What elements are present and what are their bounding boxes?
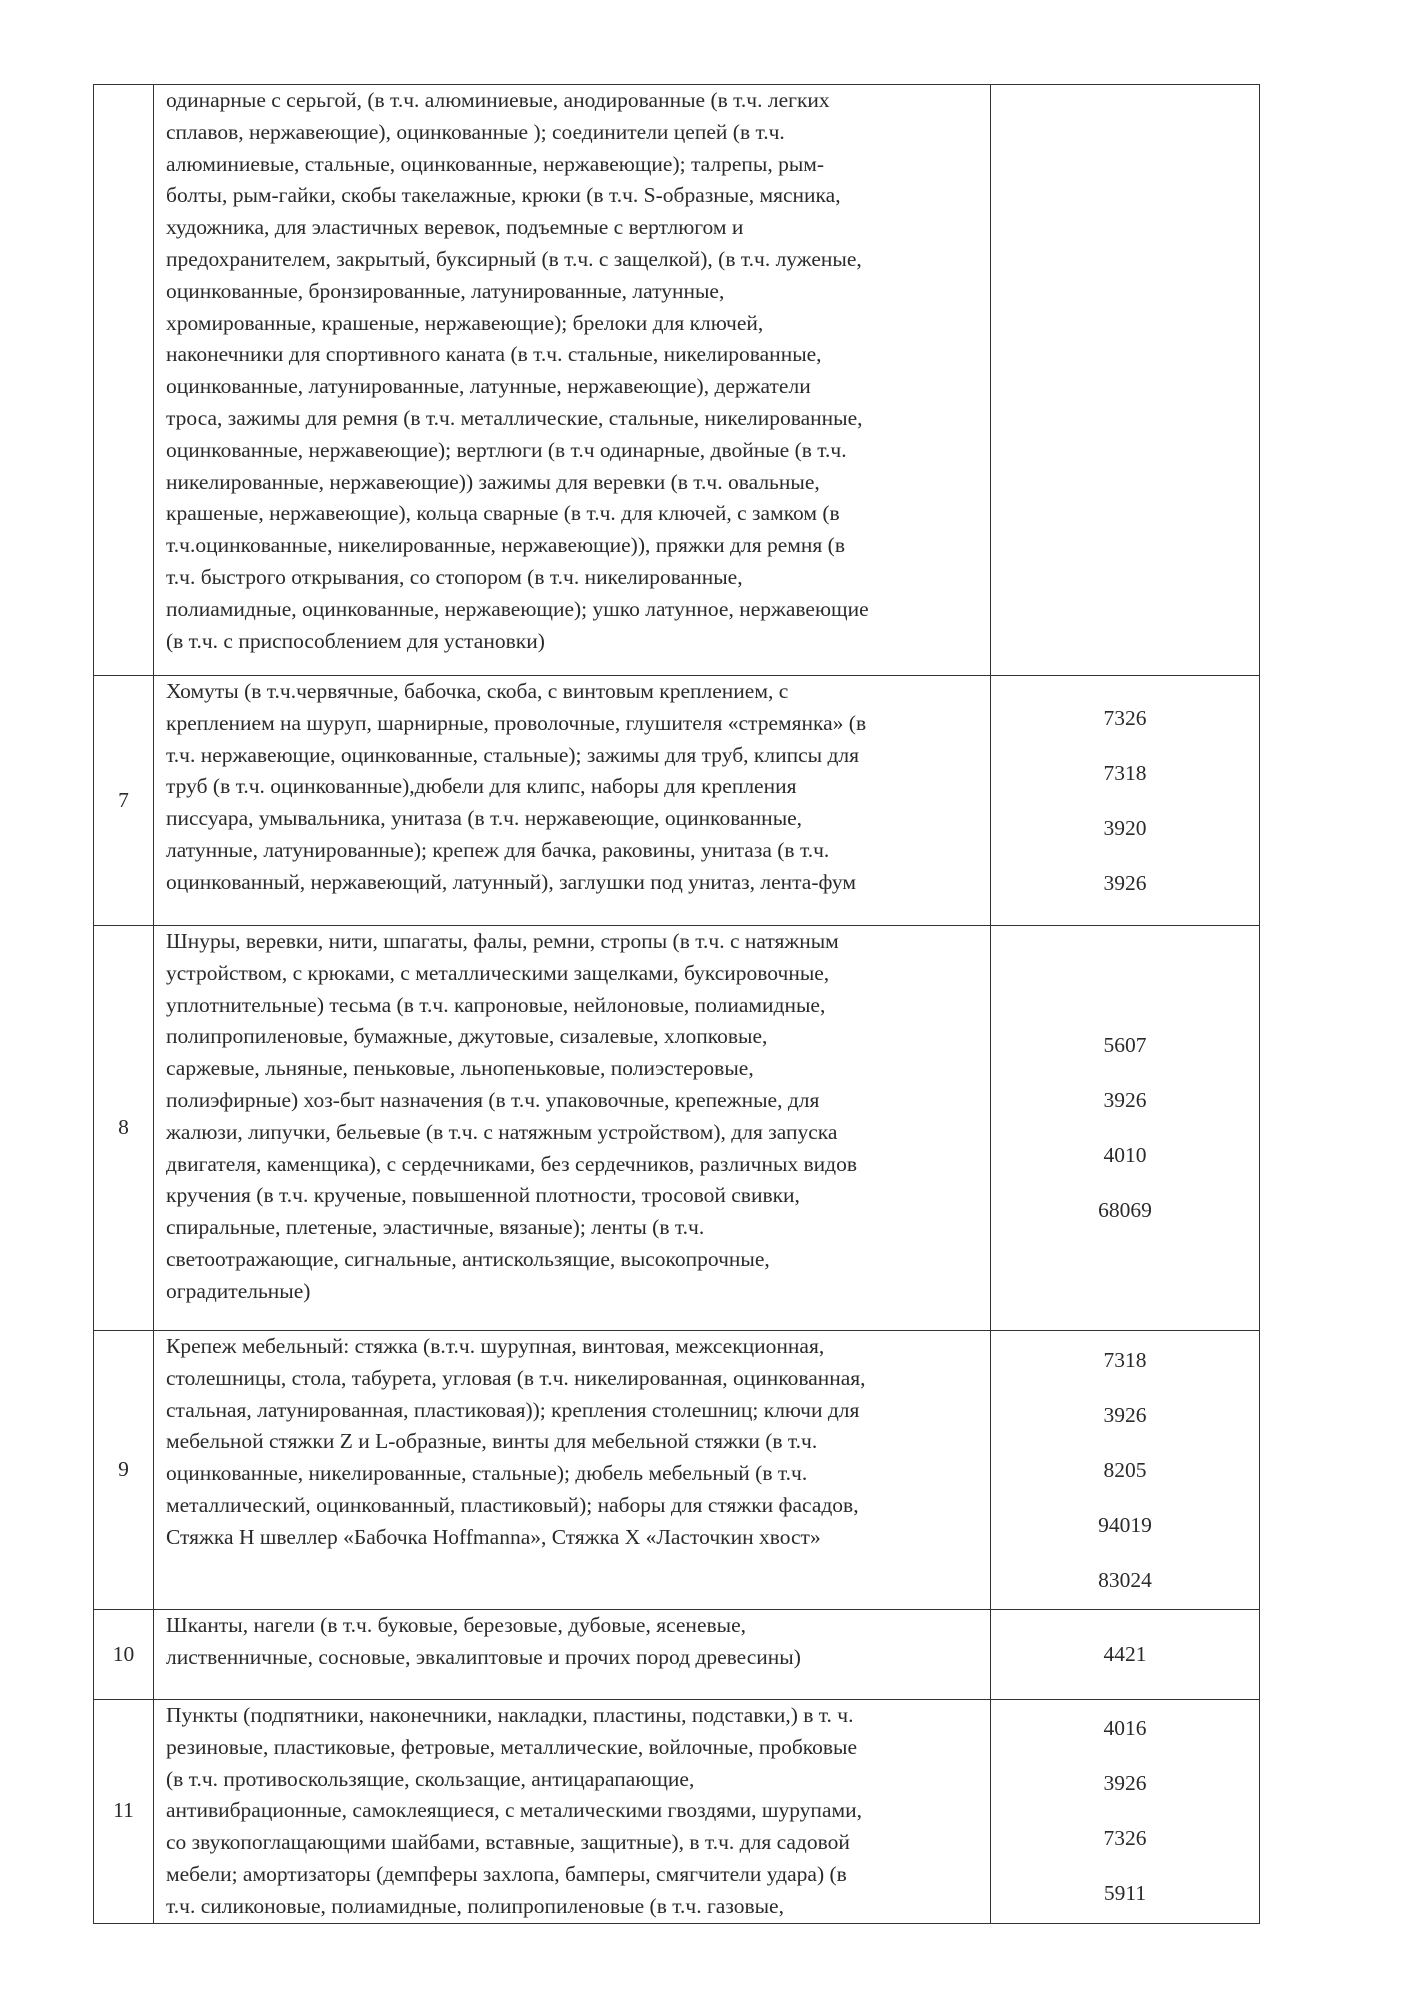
description-line: оцинкованный, нержавеющий, латунный), заглушки под унитаз, лента-фум (166, 869, 856, 894)
table-row (94, 926, 1260, 1331)
description-line: лиственничные, сосновые, эвкалиптовые и прочих пород древесины) (166, 1644, 801, 1669)
description-line: полиэфирные) хоз-быт назначения (в т.ч. упаковочные, крепежные, для (166, 1087, 820, 1112)
hs-code: 7318 (1103, 1347, 1147, 1372)
goods-description (154, 85, 991, 676)
description-line: латунные, латунированные); крепеж для бачка, раковины, унитаза (в т.ч. (166, 837, 830, 862)
description-line: троса, зажимы для ремня (в т.ч. металлические, стальные, никелированные, (166, 405, 863, 430)
row-number: 10 (94, 1610, 154, 1700)
row-number: 9 (94, 1331, 154, 1610)
description-line: художника, для эластичных веревок, подъемные с вертлюгом и (166, 215, 744, 240)
description-line: полиамидные, оцинкованные, нержавеющие); ушко латунное, нержавеющие (166, 596, 869, 621)
hs-codes (991, 676, 1260, 926)
row-number (94, 85, 154, 676)
description-line: саржевые, льняные, пеньковые, льнопеньковые, полиэстеровые, (166, 1056, 754, 1081)
hs-code: 3926 (1103, 1402, 1147, 1427)
description-line: хромированные, крашеные, нержавеющие); брелоки для ключей, (166, 310, 764, 335)
description-line: алюминиевые, стальные, оцинкованные, нержавеющие); талрепы, рым- (166, 151, 825, 176)
description-line: Шнуры, веревки, нити, шпагаты, фалы, ремни, стропы (в т.ч. с натяжным (166, 929, 839, 953)
description-line: болты, рым-гайки, скобы такелажные, крюки (в т.ч. S-образные, мясника, (166, 183, 841, 208)
description-line: стальная, латунированная, пластиковая)); крепления столешниц; ключи для (166, 1397, 860, 1422)
description-line: наконечники для спортивного каната (в т.ч. стальные, никелированные, (166, 342, 822, 367)
description-line: труб (в т.ч. оцинкованные),дюбели для клипс, наборы для крепления (166, 774, 797, 799)
description-line: т.ч. быстрого открывания, со стопором (в т.ч. никелированные, (166, 564, 743, 589)
description-line: оцинкованные, никелированные, стальные); дюбель мебельный (в т.ч. (166, 1461, 808, 1486)
goods-description (154, 676, 991, 926)
goods-table (93, 84, 1260, 1924)
hs-code: 3926 (1103, 870, 1147, 895)
description-line: оцинкованные, латунированные, латунные, нержавеющие), держатели (166, 374, 811, 399)
table-row (94, 1700, 1260, 1924)
hs-code: 83024 (1098, 1567, 1152, 1592)
description-line: оцинкованные, нержавеющие); вертлюги (в т.ч одинарные, двойные (в т.ч. (166, 437, 847, 462)
hs-codes (991, 1610, 1260, 1700)
description-line: никелированные, нержавеющие)) зажимы для веревки (в т.ч. овальные, (166, 469, 820, 494)
description-line: металлический, оцинкованный, пластиковый); наборы для стяжки фасадов, (166, 1492, 859, 1517)
description-line: одинарные с серьгой, (в т.ч. алюминиевые, анодированные (в т.ч. легких (166, 88, 830, 112)
description-line: со звукопоглащающими шайбами, вставные, защитные), в т.ч. для садовой (166, 1830, 850, 1855)
hs-code: 5607 (1103, 1033, 1147, 1057)
description-line: оградительные) (166, 1278, 311, 1303)
hs-codes (991, 926, 1260, 1331)
description-line: оцинкованные, бронзированные, латунированные, латунные, (166, 278, 725, 303)
description-line: антивибрационные, самоклеящиеся, с металическими гвоздями, шурупами, (166, 1798, 862, 1823)
row-number: 8 (94, 926, 154, 1331)
table-row (94, 1331, 1260, 1610)
hs-code: 68069 (1098, 1198, 1152, 1222)
table-row (94, 676, 1260, 926)
hs-code: 7326 (1103, 705, 1147, 730)
hs-code: 4010 (1103, 1143, 1147, 1167)
hs-code: 5911 (1103, 1881, 1147, 1906)
hs-codes (991, 1700, 1260, 1924)
description-line: т.ч. силиконовые, полиамидные, полипропиленовые (в т.ч. газовые, (166, 1893, 784, 1918)
description-line: столешницы, стола, табурета, угловая (в т.ч. никелированная, оцинкованная, (166, 1365, 866, 1390)
hs-code: 94019 (1098, 1512, 1152, 1537)
description-line: предохранителем, закрытый, буксирный (в т.ч. с защелкой), (в т.ч. луженые, (166, 246, 862, 271)
description-line: Хомуты (в т.ч.червячные, бабочка, скоба, с винтовым креплением, с (166, 679, 789, 703)
description-line: сплавов, нержавеющие), оцинкованные ); соединители цепей (в т.ч. (166, 119, 785, 144)
hs-codes (991, 1331, 1260, 1610)
hs-codes (991, 85, 1260, 676)
hs-code: 3926 (1103, 1088, 1147, 1112)
description-line: т.ч. нержавеющие, оцинкованные, стальные); зажимы для труб, клипсы для (166, 742, 860, 767)
description-line: (в т.ч. противоскользящие, скользащие, антицарапающие, (166, 1766, 695, 1791)
hs-code: 3920 (1103, 815, 1147, 840)
hs-code: 4016 (1103, 1716, 1147, 1741)
description-line: (в т.ч. с приспособлением для установки) (166, 628, 545, 653)
description-line: резиновые, пластиковые, фетровые, металлические, войлочные, пробковые (166, 1734, 858, 1759)
description-line: спиральные, плетеные, эластичные, вязаные); ленты (в т.ч. (166, 1215, 705, 1240)
hs-code: 8205 (1103, 1457, 1147, 1482)
description-line: крашеные, нержавеющие), кольца сварные (в т.ч. для ключей, с замком (в (166, 501, 840, 526)
description-line: мебельной стяжки Z и L-образные, винты для мебельной стяжки (в т.ч. (166, 1429, 818, 1454)
goods-description (154, 1700, 991, 1924)
description-line: т.ч.оцинкованные, никелированные, нержавеющие)), пряжки для ремня (в (166, 533, 845, 558)
hs-code: 7326 (1103, 1826, 1147, 1851)
description-line: жалюзи, липучки, бельевые (в т.ч. с натяжным устройством), для запуска (166, 1119, 838, 1144)
description-line: уплотнительные) тесьма (в т.ч. капроновые, нейлоновые, полиамидные, (166, 992, 826, 1017)
description-line: мебели; амортизаторы (демпферы захлопа, бамперы, смягчители удара) (в (166, 1861, 847, 1886)
description-line: писсуара, умывальника, унитаза (в т.ч. нержавеющие, оцинкованные, (166, 806, 803, 831)
description-line: креплением на шуруп, шарнирные, проволочные, глушителя «стремянка» (в (166, 710, 867, 735)
description-line: Пункты (подпятники, наконечники, накладки, пластины, подставки,) в т. ч. (166, 1703, 854, 1727)
description-line: устройством, с крюками, с металлическими защелками, буксировочные, (166, 960, 830, 985)
hs-code: 7318 (1103, 760, 1147, 785)
hs-code: 3926 (1103, 1771, 1147, 1796)
hs-code: 4421 (1103, 1642, 1147, 1666)
goods-description (154, 926, 991, 1331)
table-row (94, 85, 1260, 676)
goods-description (154, 1331, 991, 1610)
goods-description (154, 1610, 991, 1700)
description-line: полипропиленовые, бумажные, джутовые, сизалевые, хлопковые, (166, 1024, 768, 1049)
description-line: Крепеж мебельный: стяжка (в.т.ч. шурупная, винтовая, межсекционная, (166, 1334, 825, 1358)
row-number: 7 (94, 676, 154, 926)
description-line: Шканты, нагели (в т.ч. буковые, березовые, дубовые, ясеневые, (166, 1613, 746, 1637)
description-line: светоотражающие, сигнальные, антискользящие, высокопрочные, (166, 1246, 770, 1271)
description-line: двигателя, каменщика), с сердечниками, без сердечников, различных видов (166, 1151, 858, 1176)
table-row (94, 1610, 1260, 1700)
row-number: 11 (94, 1700, 154, 1924)
description-line: Стяжка Н швеллер «Бабочка Hoffmanna», Стяжка X «Ласточкин хвост» (166, 1524, 821, 1549)
description-line: кручения (в т.ч. крученые, повышенной плотности, тросовой свивки, (166, 1183, 800, 1208)
